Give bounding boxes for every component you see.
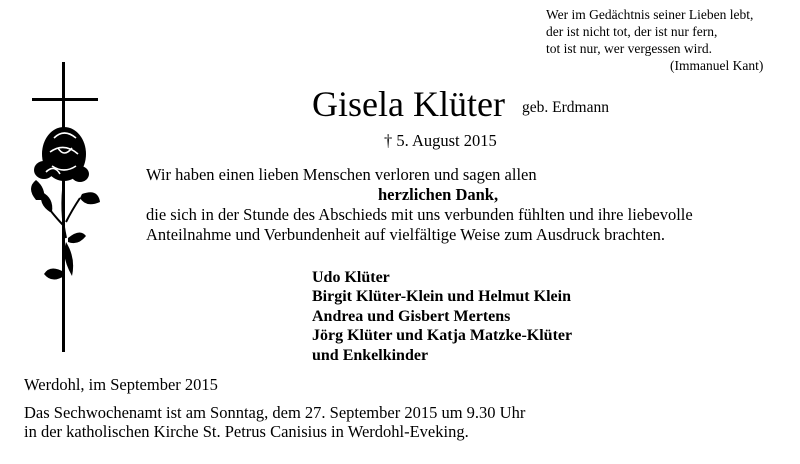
maiden-name: geb. Erdmann — [522, 99, 609, 116]
thank-you-message — [146, 165, 693, 245]
family-member: Andrea und Gisbert Mertens — [312, 307, 511, 325]
place-date: Werdohl, im September 2015 — [24, 375, 218, 394]
cross-rose-icon — [20, 62, 110, 352]
message-line: Wir haben einen lieben Menschen verloren und sagen allen — [146, 165, 537, 184]
family-member: und Enkelkinder — [312, 346, 429, 364]
quote-line: Wer im Gedächtnis seiner Lieben lebt, — [546, 7, 754, 22]
quote-line: tot ist nur, wer vergessen wird. — [546, 41, 713, 56]
message-line: Anteilnahme und Verbundenheit auf vielfältige Weise zum Ausdruck brachten. — [146, 225, 666, 244]
quote-attribution: (Immanuel Kant) — [670, 58, 764, 73]
service-line: in der katholischen Kirche St. Petrus Canisius in Werdohl-Eveking. — [24, 421, 469, 441]
death-date: † 5. August 2015 — [384, 131, 497, 150]
deceased-name: Gisela Klüter — [312, 84, 505, 124]
service-notice — [24, 404, 525, 441]
message-emphasis: herzlichen Dank, — [378, 185, 499, 204]
service-line: Das Sechwochenamt ist am Sonntag, dem 27. September 2015 um 9.30 Uhr — [24, 403, 526, 422]
message-line: die sich in der Stunde des Abschieds mit uns verbunden fühlten und ihre liebevolle — [146, 205, 693, 224]
family-list — [312, 268, 572, 365]
family-member: Jörg Klüter und Katja Matzke-Klüter — [312, 327, 573, 345]
family-member: Udo Klüter — [312, 269, 390, 286]
family-member: Birgit Klüter-Klein und Helmut Klein — [312, 288, 571, 306]
quote-block — [546, 6, 763, 74]
quote-line: der ist nicht tot, der ist nur fern, — [546, 24, 718, 39]
